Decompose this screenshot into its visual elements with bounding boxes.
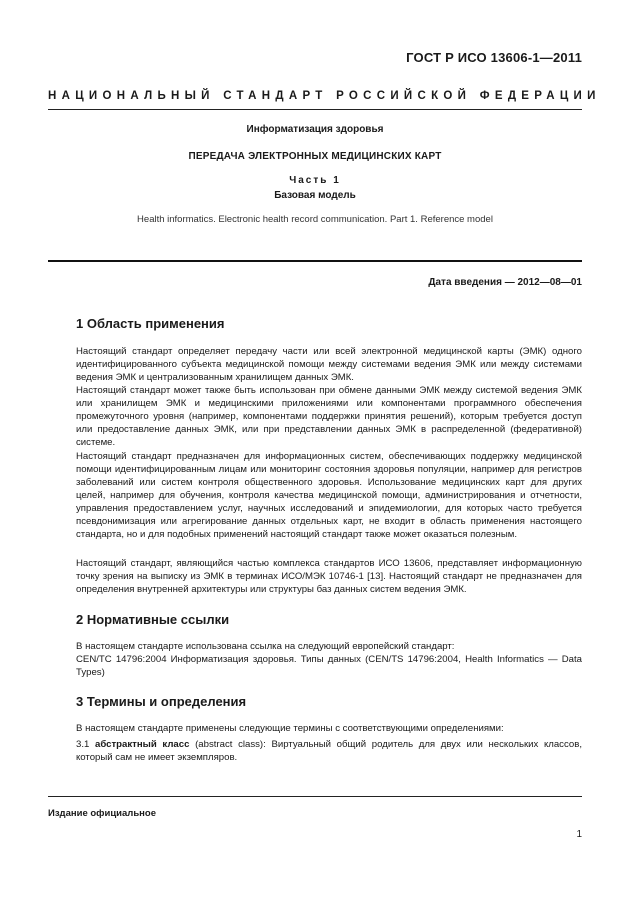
title-divider [48,260,582,262]
section-1-paragraph: Настоящий стандарт определяет передачу части или всей электронной медицинской карты (ЭМК) одного идентифицированного субъекта медицинской помощи между системами ведения ЭМК или между системами ведения ЭМК и централизованным хранилищем данных ЭМК. [76,346,582,383]
section-1-paragraph: Настоящий стандарт, являющийся частью комплекса стандартов ИСО 13606, представляет информационную точку зрения на выписку из ЭМК в терминах ИСО/МЭК 10746-1 [13]. Настоящий стандарт не предназначен для определения внутренней архитектуры или структуры баз данных систем ведения ЭМК. [76,558,582,595]
introduction-date: Дата введения — 2012—08—01 [428,277,582,288]
term-definition [76,738,582,764]
part-label: Часть 1 [289,175,341,186]
part-name: Базовая модель [274,190,356,201]
standard-subject: Информатизация здоровья [246,124,384,135]
gost-number: ГОСТ Р ИСО 13606-1—2011 [406,50,582,65]
term-definition-text: Виртуальный общий родитель для двух или нескольких классов, который сам не имеет экземпляров. [76,739,582,763]
header-divider [48,109,582,110]
section-3-intro: В настоящем стандарте применены следующие термины с соответствующими определениями: [76,723,504,734]
national-standard-banner: НАЦИОНАЛЬНЫЙ СТАНДАРТ РОССИЙСКОЙ ФЕДЕРАЦИИ [48,90,601,102]
page-number: 1 [576,829,582,840]
normative-reference: CEN/TC 14796:2004 Информатизация здоровья. Типы данных (CEN/TS 14796:2004, Health Informatics — Data Types) [76,654,582,678]
official-edition-label: Издание официальное [48,808,156,819]
term-english: (abstract class): [195,739,266,750]
term-name: абстрактный класс [95,739,190,750]
term-number: 3.1 [76,739,90,750]
english-title: Health informatics. Electronic health record communication. Part 1. Reference model [137,214,493,225]
section-2-heading: 2 Нормативные ссылки [76,612,230,627]
section-3-heading: 3 Термины и определения [76,694,247,709]
footer-divider [48,796,582,797]
section-1-paragraph: Настоящий стандарт предназначен для информационных систем, обеспечивающих поддержку медицинской помощи идентифицированным лицам или мониторинг состояния здоровья популяции, например для регистров заболеваний или систем контроля общественного здоровья. Использование медицинских карт для других целей, например для обучения, контроля качества медицинской помощи, администрирования и отчетности, управления предоставлением услуг, научных исследований и эпидемиологии, для которых часто требуется псевдонимизация или агрегирование данных отдельных карт, не входит в область применения настоящего стандарта, но и для подобных применений настоящий стандарт также может оказаться полезным. [76,451,582,540]
section-1-paragraph: Настоящий стандарт может также быть использован при обмене данными ЭМК между системой ведения ЭМК или хранилищем ЭМК и медицинскими приложениями или компонентами программного обеспечения промежуточного уровня (например, компонентами поддержки принятия решений), которым требуется доступ или предоставление данных ЭМК, или при представлении данных ЭМК в распределенной (федеративной) системе. [76,385,582,448]
section-1-heading: 1 Область применения [76,316,225,331]
standard-title: ПЕРЕДАЧА ЭЛЕКТРОННЫХ МЕДИЦИНСКИХ КАРТ [188,151,442,162]
section-2-paragraph: В настоящем стандарте использована ссылка на следующий европейский стандарт: [76,641,455,652]
